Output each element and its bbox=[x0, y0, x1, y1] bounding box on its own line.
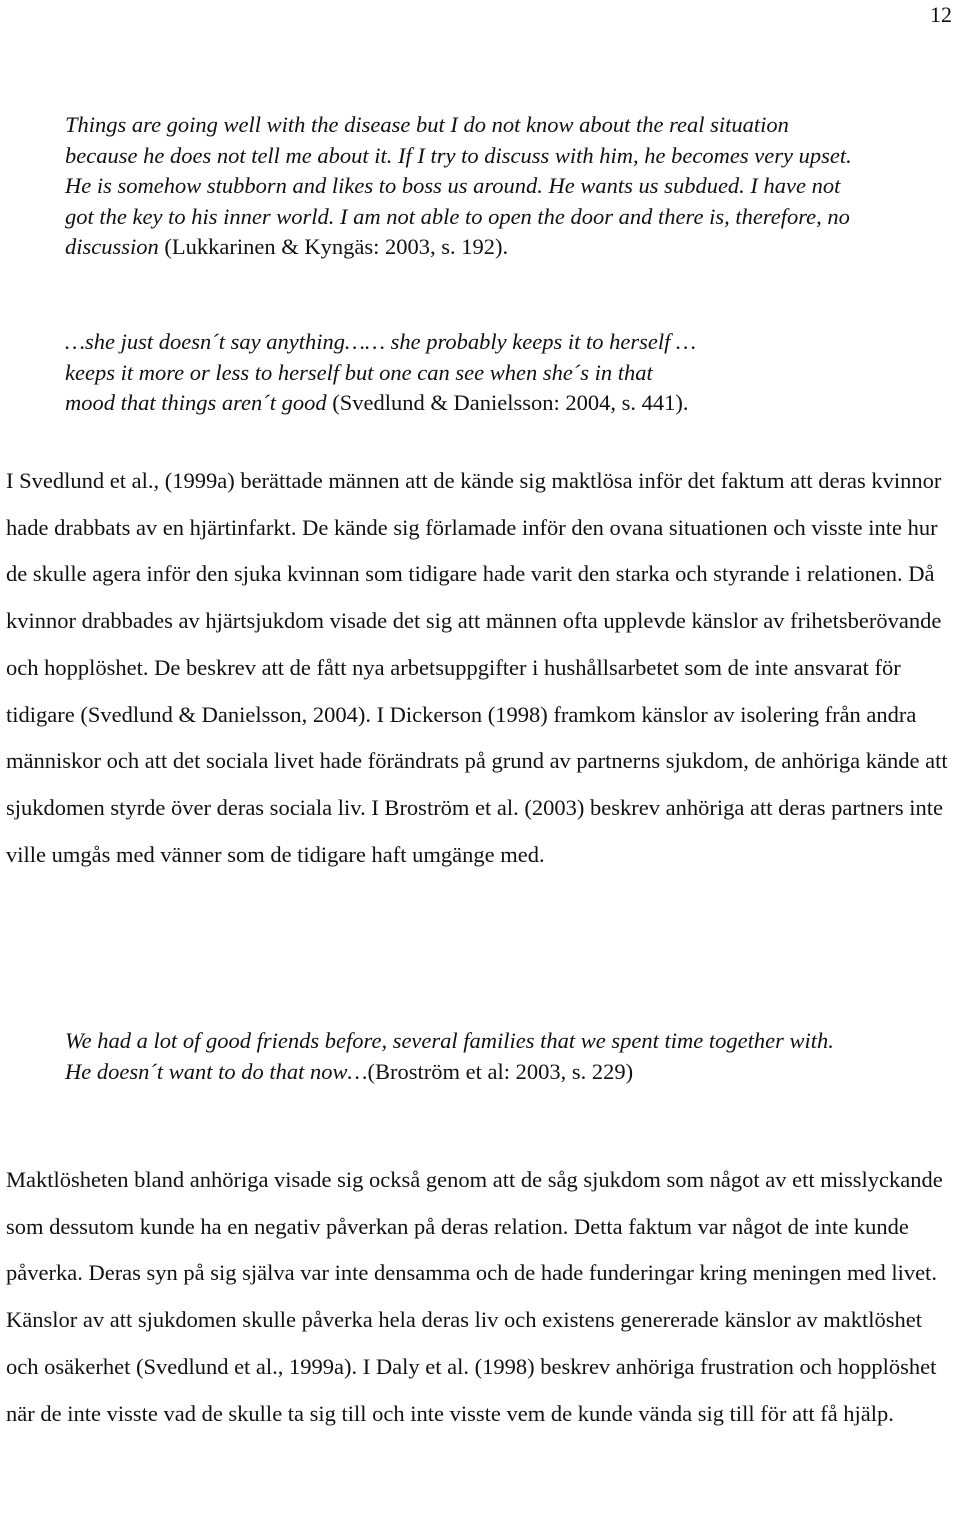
quote-line-2: keeps it more or less to herself but one can see when she´s in that bbox=[65, 359, 653, 385]
quote-line-3: mood that things aren´t good bbox=[65, 390, 327, 415]
block-quote-svedlund bbox=[65, 327, 865, 419]
quote-citation: (Svedlund & Danielsson: 2004, s. 441). bbox=[326, 390, 689, 415]
quote-text bbox=[65, 327, 865, 419]
body-paragraph-1: I Svedlund et al., (1999a) berättade männen att de kände sig maktlösa inför det faktum att deras kvinnor hade drabbats av en hjärtinfarkt. De kände sig förlamade inför den ovana situationen och visste inte hur de skulle agera inför den sjuka kvinnan som tidigare hade varit den starka och styrande i relationen. Då kvinnor drabbades av hjärtsjukdom visade det sig att männen ofta upplevde känslor av frihetsberövande och hopplöshet. De beskrev att de fått nya arbetsuppgifter i hushållsarbetet som de inte ansvarat för tidigare (Svedlund & Danielsson, 2004). I Dickerson (1998) framkom känslor av isolering från andra människor och att det sociala livet hade förändrats på grund av partnerns sjukdom, de anhöriga kände att sjukdomen styrde över deras sociala liv. I Broström et al. (2003) beskrev anhöriga att deras partners inte ville umgås med vänner som de tidigare haft umgänge med. bbox=[6, 468, 948, 867]
block-quote-brostrom bbox=[65, 1026, 855, 1087]
quote-text bbox=[65, 1026, 855, 1087]
quote-citation: (Broström et al: 2003, s. 229) bbox=[367, 1058, 634, 1084]
quote-italic-text: We had a lot of good friends before, several families that we spent time together with. He doesn´t want to do that now… bbox=[65, 1028, 834, 1084]
quote-citation: (Lukkarinen & Kyngäs: 2003, s. 192). bbox=[158, 234, 509, 259]
quote-italic-text: Things are going well with the disease but I do not know about the real situation because he does not tell me about it. If I try to discuss with him, he becomes very upset. He is somehow stubborn and likes to boss us around. He wants us subdued. I have not got the key to his inner world. I am not able to open the door and there is, therefore, no discussion bbox=[65, 112, 852, 259]
body-paragraph-2: Maktlösheten bland anhöriga visade sig också genom att de såg sjukdom som något av ett misslyckande som dessutom kunde ha en negativ påverkan på deras relation. Detta faktum var något de inte kunde påverka. Deras syn på sig själva var inte densamma och de hade funderingar kring meningen med livet. Känslor av att sjukdomen skulle påverka hela deras liv och existens genererade känslor av maktlöshet och osäkerhet (Svedlund et al., 1999a). I Daly et al. (1998) beskrev anhöriga frustration och hopplöshet när de inte visste vad de skulle ta sig till och inte visste vem de kunde vända sig till för att få hjälp. bbox=[6, 1167, 943, 1426]
quote-text bbox=[65, 110, 865, 263]
page-number: 12 bbox=[930, 2, 952, 27]
quote-line-1: …she just doesn´t say anything…… she probably keeps it to herself … bbox=[65, 329, 696, 354]
block-quote-lukkarinen bbox=[65, 110, 865, 263]
